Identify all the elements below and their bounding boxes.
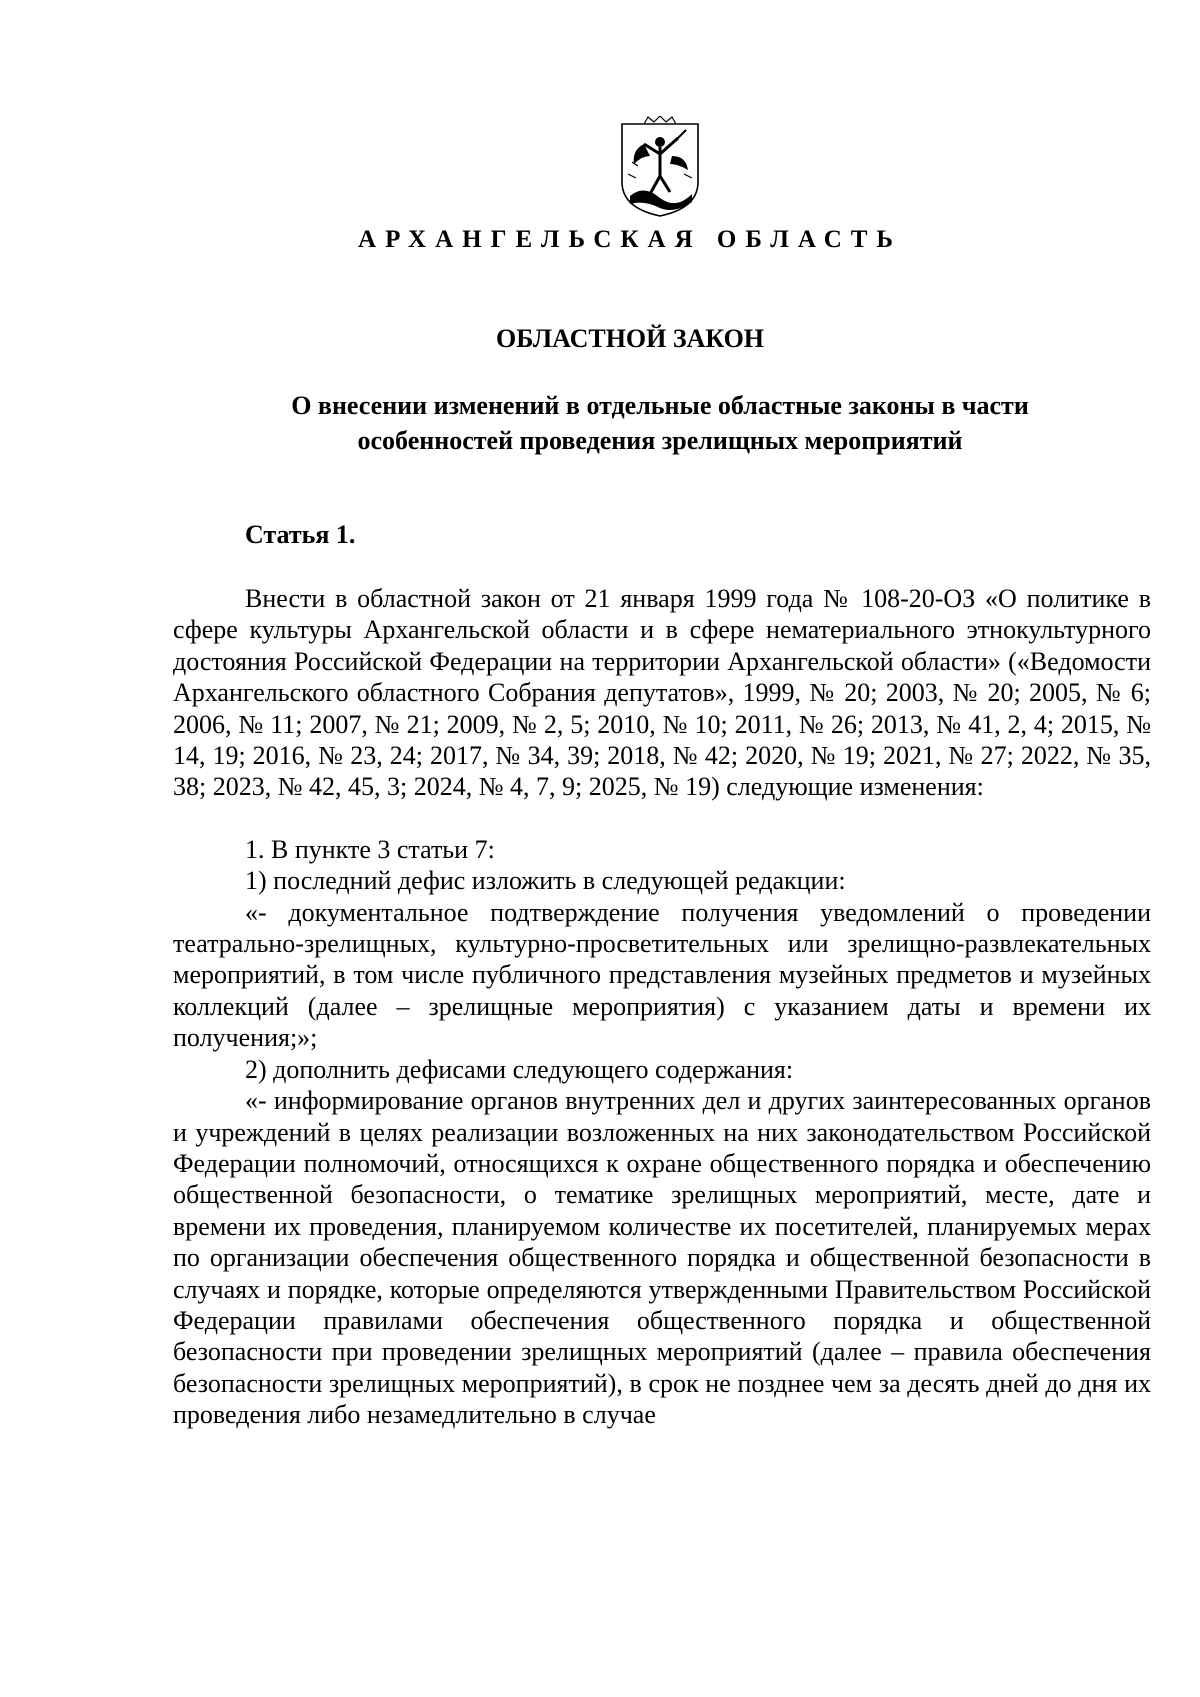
article-heading: Статья 1. — [245, 520, 356, 549]
paragraph: «- информирование органов внутренних дел и других заинтересованных органов и учреждений в целях реализации возложенных на них законодательством Российской Федерации полномочий, относящихся к охране общественного порядка и обеспечению общественной безопасности, о тематике зрелищных мероприятий, месте, дате и времени их проведения, планируемом количестве их посетителей, планируемых мерах по организации обеспечения общественного порядка и общественной безопасности в случаях и порядке, которые определяются утвержденными Правительством Российской Федерации правилами обеспечения общественного порядка и общественной безопасности при проведении зрелищных мероприятий (далее – правила обеспечения безопасности зрелищных мероприятий), в срок не позднее чем за десять дней до дня их проведения либо незамедлительно в случае — [173, 1086, 1151, 1430]
arkhangelsk-coat-of-arms-icon — [614, 116, 706, 220]
law-title-line-1: О внесении изменений в отдельные областные законы в части — [291, 391, 1029, 420]
law-title-line-2: особенностей проведения зрелищных мероприятий — [357, 426, 963, 455]
paragraph: Внести в областной закон от 21 января 1999 года № 108-20-ОЗ «О политике в сфере культуры Архангельской области и в сфере нематериального этнокультурного достояния Российской Федерации на территории Архангельской области» («Ведомости Архангельского областного Собрания депутатов», 1999, № 20; 2003, № 20; 2005, № 6; 2006, № 11; 2007, № 21; 2009, № 2, 5; 2010, № 10; 2011, № 26; 2013, № 41, 2, 4; 2015, № 14, 19; 2016, № 23, 24; 2017, № 34, 39; 2018, № 42; 2020, № 19; 2021, № 27; 2022, № 35, 38; 2023, № 42, 45, 3; 2024, № 4, 7, 9; 2025, № 19) следующие изменения: — [173, 584, 1151, 802]
paragraph: 1. В пункте 3 статьи 7: — [245, 834, 495, 864]
paragraph: 2) дополнить дефисами следующего содержания: — [245, 1054, 794, 1084]
region-title: АРХАНГЕЛЬСКАЯ ОБЛАСТЬ — [358, 226, 902, 253]
law-title — [180, 388, 1080, 458]
article-body — [173, 583, 1151, 1431]
law-type-heading: ОБЛАСТНОЙ ЗАКОН — [495, 324, 765, 353]
paragraph: 1) последний дефис изложить в следующей редакции: — [245, 866, 846, 896]
paragraph: «- документальное подтверждение получения уведомлений о проведении театрально-зрелищных, культурно-просветительных или зрелищно-развлекательных мероприятий, в том числе публичного представления музейных предметов и музейных коллекций (далее – зрелищные мероприятия) с указанием даты и времени их получения;»; — [173, 897, 1151, 1053]
